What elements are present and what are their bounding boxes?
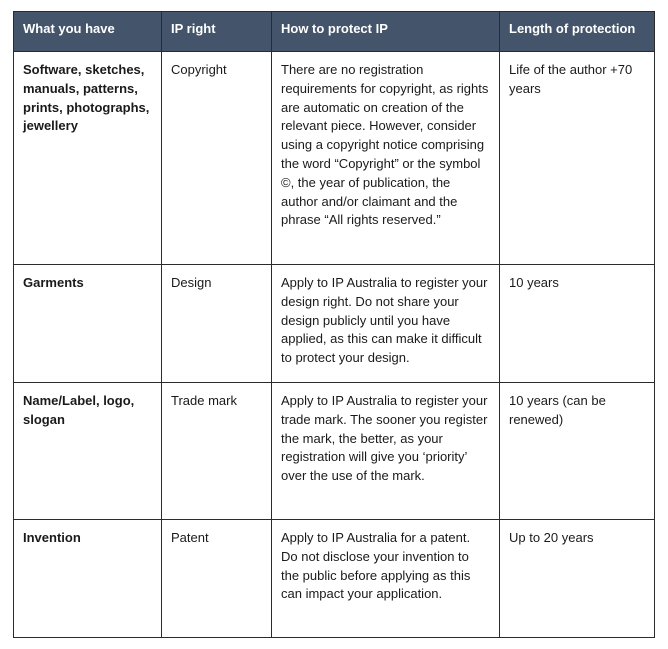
length-of-protection-cell: Life of the author +70 years bbox=[500, 52, 655, 265]
ip-right-cell: Copyright bbox=[162, 52, 272, 265]
table-body bbox=[14, 52, 655, 638]
ip-protection-table bbox=[13, 11, 655, 638]
header-row bbox=[14, 12, 655, 52]
how-to-protect-cell: Apply to IP Australia for a patent. Do not disclose your invention to the public before applying as this can impact your application. bbox=[272, 520, 500, 638]
what-you-have-cell: Software, sketches, manuals, patterns, prints, photographs, jewellery bbox=[14, 52, 162, 265]
table-row bbox=[14, 383, 655, 520]
how-to-protect-cell: Apply to IP Australia to register your design right. Do not share your design publicly until you have applied, as this can make it difficult to protect your design. bbox=[272, 265, 500, 383]
header-what-you-have: What you have bbox=[14, 12, 162, 52]
table-row bbox=[14, 52, 655, 265]
length-of-protection-cell: 10 years (can be renewed) bbox=[500, 383, 655, 520]
what-you-have-cell: Garments bbox=[14, 265, 162, 383]
ip-right-cell: Trade mark bbox=[162, 383, 272, 520]
length-of-protection-cell: Up to 20 years bbox=[500, 520, 655, 638]
length-of-protection-cell: 10 years bbox=[500, 265, 655, 383]
how-to-protect-cell: Apply to IP Australia to register your trade mark. The sooner you register the mark, the better, as your registration will give you ‘priority’ over the use of the mark. bbox=[272, 383, 500, 520]
how-to-protect-cell: There are no registration requirements for copyright, as rights are automatic on creation of the relevant piece. However, consider using a copyright notice comprising the word “Copyright” or the symbol ©, the year of publication, the author and/or claimant and the phrase “All rights reserved.” bbox=[272, 52, 500, 265]
table-header bbox=[14, 12, 655, 52]
header-length-of-protection: Length of protection bbox=[500, 12, 655, 52]
ip-right-cell: Patent bbox=[162, 520, 272, 638]
what-you-have-cell: Invention bbox=[14, 520, 162, 638]
header-how-to-protect: How to protect IP bbox=[272, 12, 500, 52]
table-row bbox=[14, 520, 655, 638]
table-row bbox=[14, 265, 655, 383]
header-ip-right: IP right bbox=[162, 12, 272, 52]
what-you-have-cell: Name/Label, logo, slogan bbox=[14, 383, 162, 520]
ip-right-cell: Design bbox=[162, 265, 272, 383]
